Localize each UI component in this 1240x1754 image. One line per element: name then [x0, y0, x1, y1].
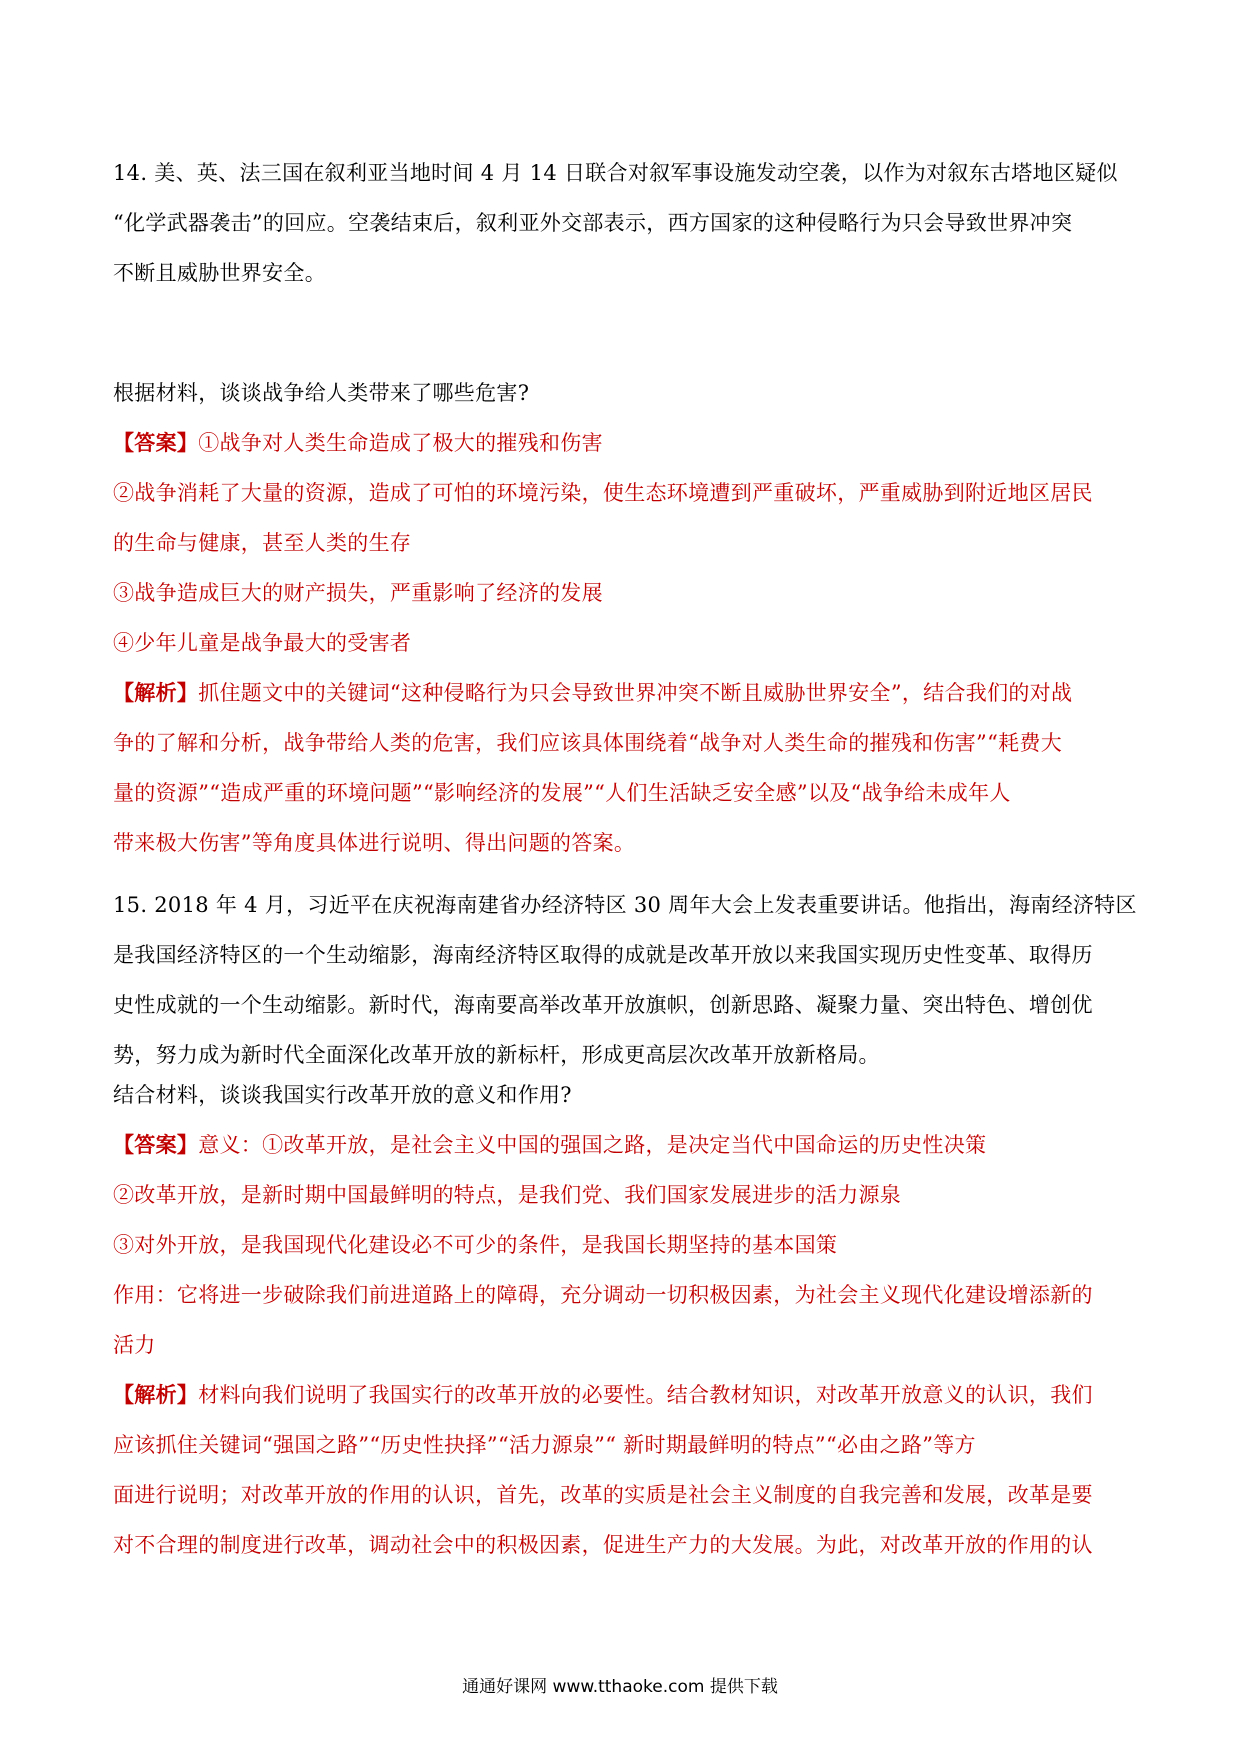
question-14-stem [113, 148, 1133, 298]
q14-line: “化学武器袭击”的回应。空袭结束后，叙利亚外交部表示，西方国家的这种侵略行为只会导致世界冲突 [113, 211, 1073, 235]
q14-analysis-line: 量的资源”“造成严重的环境问题”“影响经济的发展”“人们生活缺乏安全感”以及“战争给未成年人 [113, 781, 1011, 805]
q15-line: 史性成就的一个生动缩影。新时代，海南要高举改革开放旗帜，创新思路、凝聚力量、突出特色、增创优 [113, 993, 1093, 1017]
q15-analysis-first-line [113, 1370, 1133, 1420]
analysis-text: 材料向我们说明了我国实行的改革开放的必要性。结合教材知识，对改革开放意义的认识，我们 [198, 1383, 1093, 1407]
answer-text: 意义：①改革开放，是社会主义中国的强国之路，是决定当代中国命运的历史性决策 [198, 1133, 987, 1157]
q14-answer-line: ②战争消耗了大量的资源，造成了可怕的环境污染，使生态环境遭到严重破坏，严重威胁到附近地区居民 [113, 481, 1093, 505]
q14-analysis-line: 争的了解和分析，战争带给人类的危害，我们应该具体围绕着“战争对人类生命的摧残和伤害”“耗费大 [113, 731, 1063, 755]
page-footer: 通通好课网 www.tthaoke.com 提供下载 [462, 1677, 778, 1697]
q14-line: 不断且威胁世界安全。 [113, 261, 326, 285]
answer-label: 【答案】 [113, 1132, 199, 1157]
q14-answer-first-line [113, 418, 1133, 468]
analysis-label: 【解析】 [113, 1382, 199, 1407]
q15-line: 是我国经济特区的一个生动缩影，海南经济特区取得的成就是改革开放以来我国实现历史性变革、取得历 [113, 943, 1093, 967]
q15-analysis-line: 对不合理的制度进行改革，调动社会中的积极因素，促进生产力的大发展。为此，对改革开放的作用的认 [113, 1533, 1093, 1557]
analysis-label: 【解析】 [113, 680, 199, 705]
question-15-stem [113, 880, 1137, 1080]
q15-answer-first-line [113, 1120, 1133, 1170]
q14-answer-line: ④少年儿童是战争最大的受害者 [113, 631, 412, 655]
q15-answer-line: 活力 [113, 1333, 156, 1357]
q15-analysis-line: 面进行说明；对改革开放的作用的认识，首先，改革的实质是社会主义制度的自我完善和发展，改革是要 [113, 1483, 1093, 1507]
q15-answer-line: 作用：它将进一步破除我们前进道路上的障碍，充分调动一切积极因素，为社会主义现代化建设增添新的 [113, 1283, 1093, 1307]
answer-label: 【答案】 [113, 430, 199, 455]
q14-analysis-first-line [113, 668, 1133, 718]
question-14-answer-section [113, 368, 1133, 868]
q15-analysis-line: 应该抓住关键词“强国之路”“历史性抉择”“活力源泉”“ 新时期最鲜明的特点”“必由之路”等方 [113, 1433, 976, 1457]
question-15-answer-section [113, 1070, 1133, 1570]
q15-question: 结合材料，谈谈我国实行改革开放的意义和作用? [113, 1083, 572, 1107]
q14-question: 根据材料，谈谈战争给人类带来了哪些危害? [113, 381, 530, 405]
answer-text: ①战争对人类生命造成了极大的摧残和伤害 [198, 431, 603, 455]
q14-answer-line: 的生命与健康，甚至人类的生存 [113, 531, 412, 555]
q15-line: 15. 2018 年 4 月，习近平在庆祝海南建省办经济特区 30 周年大会上发表重要讲话。他指出，海南经济特区 [113, 893, 1137, 917]
analysis-text: 抓住题文中的关键词“这种侵略行为只会导致世界冲突不断且威胁世界安全”，结合我们的对战 [198, 681, 1073, 705]
q14-analysis-line: 带来极大伤害”等角度具体进行说明、得出问题的答案。 [113, 831, 636, 855]
q14-answer-line: ③战争造成巨大的财产损失，严重影响了经济的发展 [113, 581, 603, 605]
q15-answer-line: ③对外开放，是我国现代化建设必不可少的条件，是我国长期坚持的基本国策 [113, 1233, 838, 1257]
q14-line: 14. 美、英、法三国在叙利亚当地时间 4 月 14 日联合对叙军事设施发动空袭，以作为对叙东古塔地区疑似 [113, 161, 1118, 185]
q15-line: 势，努力成为新时代全面深化改革开放的新标杆，形成更高层次改革开放新格局。 [113, 1043, 880, 1067]
q15-answer-line: ②改革开放，是新时期中国最鲜明的特点，是我们党、我们国家发展进步的活力源泉 [113, 1183, 902, 1207]
